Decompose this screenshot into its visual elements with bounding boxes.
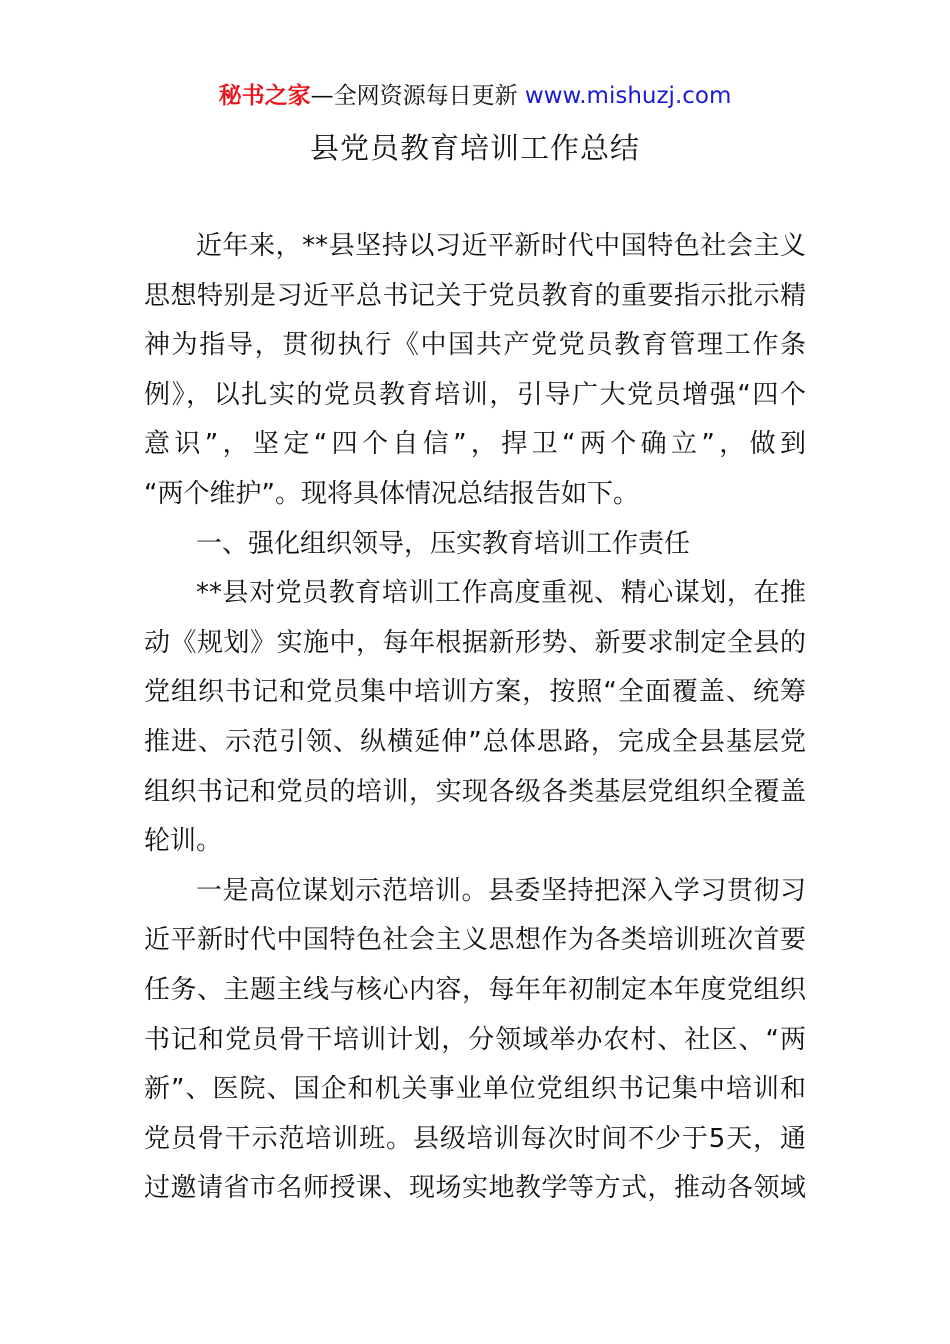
body-line: 书记和党员骨干培训计划，分领域举办农村、社区、“两 — [144, 1024, 806, 1055]
body-line: 神为指导，贯彻执行《中国共产党党员教育管理工作条 — [144, 330, 806, 361]
document-title: 县党员教育培训工作总结 — [309, 131, 640, 165]
body-line: 过邀请省市名师授课、现场实地教学等方式，推动各领域 — [144, 1173, 806, 1204]
body-line: 新”、医院、国企和机关事业单位党组织书记集中培训和 — [144, 1074, 806, 1105]
body-line: **县对党员教育培训工作高度重视、精心谋划，在推 — [196, 578, 806, 609]
site-header — [0, 80, 950, 112]
body-line: 近年来，**县坚持以习近平新时代中国特色社会主义 — [196, 231, 806, 261]
body-line: 组织书记和党员的培训，实现各级各类基层党组织全覆盖 — [144, 776, 806, 807]
site-url-link[interactable]: www.mishuzj.com — [524, 83, 732, 109]
brand-name: 秘书之家 — [218, 83, 311, 109]
body-line: 推进、示范引领、纵横延伸”总体思路，完成全县基层党 — [144, 726, 806, 757]
body-line: 轮训。 — [144, 826, 223, 857]
section-heading: 一、强化组织领导，压实教育培训工作责任 — [196, 528, 691, 559]
body-line: 党组织书记和党员集中培训方案，按照“全面覆盖、统筹 — [144, 677, 806, 708]
body-line: 一是高位谋划示范培训。县委坚持把深入学习贯彻习 — [196, 875, 806, 906]
document-body — [144, 222, 806, 1214]
body-line: 任务、主题主线与核心内容，每年年初制定本年度党组织 — [144, 974, 806, 1005]
body-line: 例》，以扎实的党员教育培训，引导广大党员增强“四个 — [144, 379, 806, 410]
body-line: 思想特别是习近平总书记关于党员教育的重要指示批示精 — [144, 280, 806, 311]
body-line: 近平新时代中国特色社会主义思想作为各类培训班次首要 — [144, 925, 806, 956]
body-line: 动《规划》实施中，每年根据新形势、新要求制定全县的 — [144, 627, 806, 658]
body-line: “两个维护”。现将具体情况总结报告如下。 — [144, 478, 639, 509]
body-line: 党员骨干示范培训班。县级培训每次时间不少于5天，通 — [144, 1123, 806, 1154]
body-line: 意识”，坚定“四个自信”，捍卫“两个确立”，做到 — [144, 429, 806, 460]
header-tagline: —全网资源每日更新 — [310, 83, 518, 109]
